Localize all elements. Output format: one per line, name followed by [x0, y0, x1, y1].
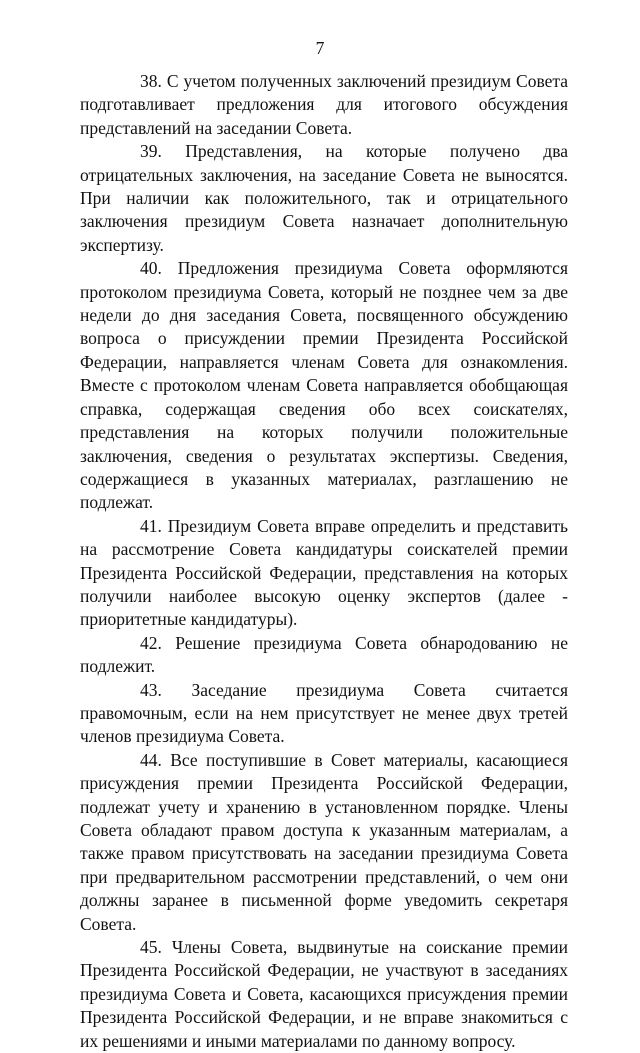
paragraph-45: 45. Члены Совета, выдвинутые на соискание премии Президента Российской Федерации, не участвуют в заседаниях президиума Совета и Совета, касающихся присуждения премии Президента Российской Федерации, и не вправе знакомиться с их решениями и иными материалами по данному вопросу. [80, 937, 568, 1051]
page-number: 7 [315, 38, 325, 58]
paragraph-38: 38. С учетом полученных заключений президиум Совета подготавливает предложения для итогового обсуждения представлений на заседании Совета. [80, 71, 568, 138]
paragraph-44: 44. Все поступившие в Совет материалы, касающиеся присуждения премии Президента Российской Федерации, подлежат учету и хранению в установленном порядке. Члены Совета обладают правом доступа к указанным материалам, а также правом присутствовать на заседании президиума Совета при предварительном рассмотрении представлений, о чем они должны заранее в письменной форме уведомить секретаря Совета. [80, 749, 568, 934]
paragraph-43: 43. Заседание президиума Совета считается правомочным, если на нем присутствует не менее двух третей членов президиума Совета. [80, 679, 568, 747]
paragraph-41: 41. Президиум Совета вправе определить и представить на рассмотрение Совета кандидатуры соискателей премии Президента Российской Федерации, представления на которых получили наиболее высокую оценку экспертов (далее - приоритетные кандидатуры). [80, 515, 568, 630]
paragraph-42: 42. Решение президиума Совета обнародованию не подлежит. [80, 632, 568, 677]
paragraph-40: 40. Предложения президиума Совета оформляются протоколом президиума Совета, который не позднее чем за две недели до дня заседания Совета, посвященного обсуждению вопроса о присуждении премии Президента Российской Федерации, направляется членам Совета для ознакомления. Вместе с протоколом членам Совета направляется обобщающая справка, содержащая сведения обо всех соискателях, представления на которых получили положительные заключения, сведения о результатах экспертизы. Сведения, содержащиеся в указанных материалах, разглашению не подлежат. [80, 258, 568, 513]
paragraph-39: 39. Представления, на которые получено два отрицательных заключения, на заседание Совета не выносятся. При наличии как положительного, так и отрицательного заключения президиум Совета назначает дополнительную экспертизу. [80, 141, 568, 255]
